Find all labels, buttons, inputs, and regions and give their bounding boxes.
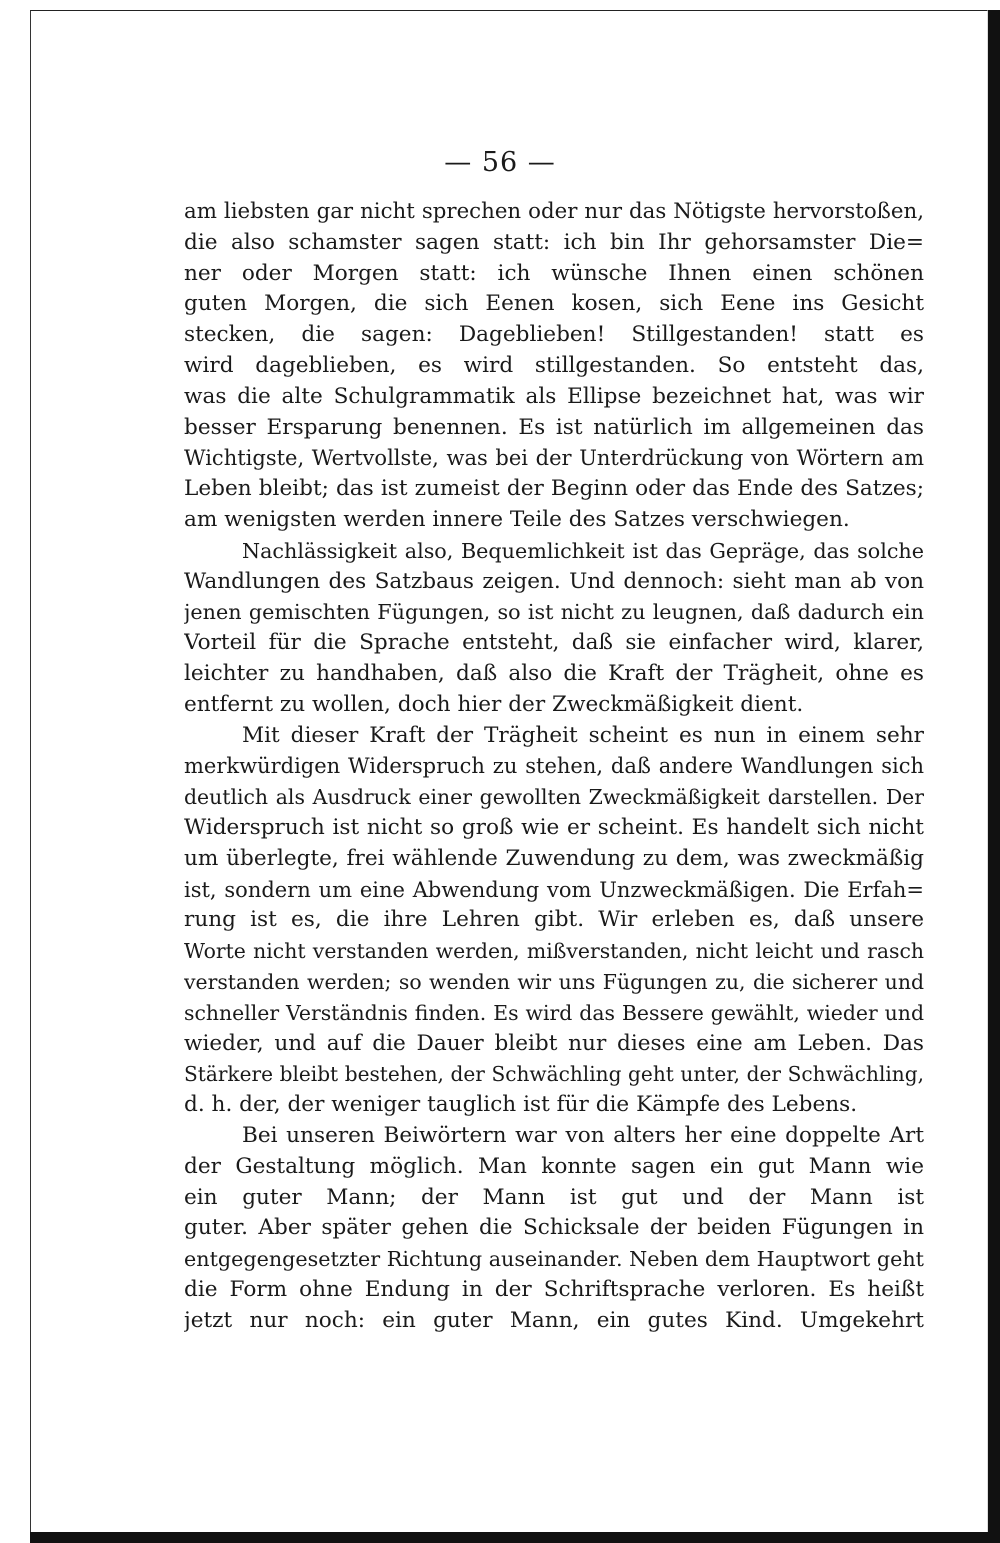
text-line: entfernt zu wollen, doch hier der Zweckmäßigkeit dient. [184, 691, 804, 717]
body-text [184, 197, 924, 1336]
text-line: rung ist es, die ihre Lehren gibt. Wir erleben es, daß unsere [184, 907, 924, 933]
text-line: die Form ohne Endung in der Schriftsprache verloren. Es heißt [184, 1276, 924, 1302]
text-line: wieder, und auf die Dauer bleibt nur dieses eine am Leben. Das [184, 1030, 924, 1056]
text-line: Leben bleibt; das ist zumeist der Beginn oder das Ende des Satzes; [184, 476, 924, 502]
text-line: ein guter Mann; der Mann ist gut und der Mann ist [184, 1184, 924, 1210]
page-number: — 56 — [444, 147, 556, 178]
text-line: entgegengesetzter Richtung auseinander. Neben dem Hauptwort geht [184, 1247, 924, 1272]
text-line: Nachlässigkeit also, Bequemlichkeit ist das Gepräge, das solche [242, 538, 924, 563]
text-line: die also schamster sagen statt: ich bin Ihr gehorsamster Die= [184, 229, 924, 255]
text-line: besser Ersparung benennen. Es ist natürlich im allgemeinen das [184, 414, 924, 440]
text-line: ner oder Morgen statt: ich wünsche Ihnen einen schönen [184, 260, 924, 286]
text-line: was die alte Schulgrammatik als Ellipse bezeichnet hat, was wir [184, 383, 924, 409]
text-line: Vorteil für die Sprache entsteht, daß sie einfacher wird, klarer, [184, 630, 924, 656]
text-line: schneller Verständnis finden. Es wird das Bessere gewählt, wieder und [184, 1000, 924, 1025]
text-line: Wandlungen des Satzbaus zeigen. Und dennoch: sieht man ab von [184, 568, 924, 594]
text-line: Worte nicht verstanden werden, mißverstanden, nicht leicht und rasch [184, 939, 924, 964]
text-line: Wichtigste, Wertvollste, was bei der Unterdrückung von Wörtern am [184, 446, 924, 471]
text-line: der Gestaltung möglich. Man konnte sagen ein gut Mann wie [184, 1153, 924, 1179]
text-line: am wenigsten werden innere Teile des Satzes verschwiegen. [184, 506, 850, 532]
text-line: Widerspruch ist nicht so groß wie er scheint. Es handelt sich nicht [184, 814, 924, 840]
text-line: deutlich als Ausdruck einer gewollten Zweckmäßigkeit darstellen. Der [184, 785, 924, 810]
text-line: um überlegte, frei wählende Zuwendung zu dem, was zweckmäßig [184, 845, 924, 871]
text-line: d. h. der, der weniger tauglich ist für die Kämpfe des Lebens. [184, 1092, 858, 1118]
text-line: am liebsten gar nicht sprechen oder nur das Nötigste hervorstoßen, [184, 199, 924, 224]
text-line: jenen gemischten Fügungen, so ist nicht zu leugnen, daß dadurch ein [184, 600, 924, 625]
text-line: jetzt nur noch: ein guter Mann, ein gutes Kind. Umgekehrt [184, 1307, 924, 1333]
text-line: guten Morgen, die sich Eenen kosen, sich Eene ins Gesicht [184, 291, 924, 317]
text-line: leichter zu handhaben, daß also die Kraft der Trägheit, ohne es [184, 660, 924, 686]
text-line: Mit dieser Kraft der Trägheit scheint es nun in einem sehr [242, 722, 924, 748]
text-line: guter. Aber später gehen die Schicksale der beiden Fügungen in [184, 1215, 924, 1241]
text-line: ist, sondern um eine Abwendung vom Unzweckmäßigen. Die Erfah= [184, 877, 924, 902]
scan-shadow-right [988, 10, 1000, 1543]
text-line: Bei unseren Beiwörtern war von alters her eine doppelte Art [242, 1122, 924, 1148]
text-line: wird dageblieben, es wird stillgestanden. So entsteht das, [184, 352, 924, 378]
text-line: verstanden werden; so wenden wir uns Fügungen zu, die sicherer und [184, 969, 924, 994]
text-line: merkwürdigen Widerspruch zu stehen, daß andere Wandlungen sich [184, 754, 924, 779]
text-line: stecken, die sagen: Dageblieben! Stillgestanden! statt es [184, 322, 924, 348]
scan-shadow-bottom [30, 1532, 1000, 1543]
text-line: Stärkere bleibt bestehen, der Schwächling geht unter, der Schwächling, [184, 1062, 924, 1087]
